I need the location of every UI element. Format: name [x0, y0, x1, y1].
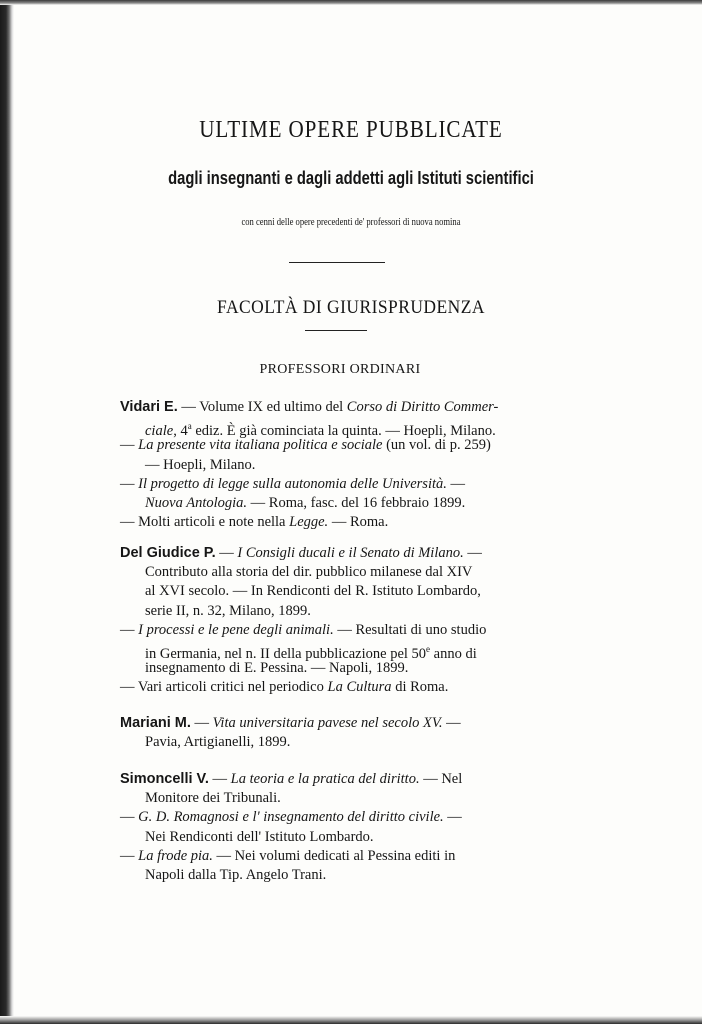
entry-line: al XVI secolo. — In Rendiconti del R. Istituto Lombardo,	[145, 583, 481, 600]
entry-line: Napoli dalla Tip. Angelo Trani.	[145, 866, 327, 883]
divider-rule	[289, 262, 385, 263]
entry-line: Nuova Antologia. — Roma, fasc. del 16 febbraio 1899.	[145, 494, 466, 511]
page-note: con cenni delle opere precedenti de' professori di nuova nomina	[241, 216, 461, 228]
entry-line: — Il progetto di legge sulla autonomia delle Università. —	[120, 475, 466, 492]
page-top-edge	[0, 0, 702, 5]
entry-line: — La frode pia. — Nei volumi dedicati al Pessina editi in	[120, 847, 456, 864]
entry-line: — I processi e le pene degli animali. — Resultati di uno studio	[120, 621, 487, 638]
entry-line: — Vari articoli critici nel periodico La Cultura di Roma.	[120, 679, 449, 696]
entry-line: Nei Rendiconti dell' Istituto Lombardo.	[145, 828, 374, 845]
entry-line: ciale, 4$^a$ ediz. È già cominciata la quinta. — Hoepli, Milano.	[145, 421, 496, 440]
divider-rule-small	[305, 330, 367, 331]
page-title: ULTIME OPERE PUBBLICATE	[199, 117, 503, 143]
entry-line: Monitore dei Tribunali.	[145, 790, 281, 807]
page-subtitle: dagli insegnanti e dagli addetti agli Istituti scientifici	[168, 168, 534, 188]
entry-line: — La presente vita italiana politica e sociale (un vol. di p. 259)	[120, 437, 491, 454]
entry-line: in Germania, nel n. II della pubblicazione pel 50e anno di	[145, 643, 477, 662]
entry-line: Simoncelli V. — La teoria e la pratica del diritto. — Nel	[120, 771, 463, 787]
entry-line: Vidari E. — Volume IX ed ultimo del Corso di Diritto Commer-	[120, 399, 499, 415]
author-name: Del Giudice P.	[120, 545, 216, 561]
author-name: Mariani M.	[120, 715, 191, 731]
entry-vidari	[120, 398, 556, 532]
entry-line: Mariani M. — Vita universitaria pavese nel secolo XV. —	[120, 715, 461, 731]
entry-line: insegnamento di E. Pessina. — Napoli, 1899.	[145, 660, 409, 677]
page-bottom-edge	[0, 1016, 702, 1024]
entry-line: — Molti articoli e note nella Legge. — Roma.	[120, 514, 389, 531]
entry-mariani	[120, 714, 556, 752]
entry-line: — G. D. Romagnosi e l' insegnamento del diritto civile. —	[120, 809, 462, 826]
entry-del-giudice	[120, 544, 556, 698]
entry-line: Contributo alla storia del dir. pubblico milanese dal XIV	[145, 564, 473, 581]
page-binding-edge	[0, 0, 14, 1024]
faculty-heading: FACOLTÀ DI GIURISPRUDENZA	[217, 297, 485, 318]
entry-line: — Hoepli, Milano.	[145, 456, 256, 473]
entry-simoncelli	[120, 770, 556, 885]
author-name: Simoncelli V.	[120, 771, 209, 787]
entry-line: Pavia, Artigianelli, 1899.	[145, 734, 291, 751]
author-name: Vidari E.	[120, 399, 178, 415]
section-heading: PROFESSORI ORDINARI	[259, 362, 421, 377]
entry-line: serie II, n. 32, Milano, 1899.	[145, 602, 311, 619]
entry-line: Del Giudice P. — I Consigli ducali e il Senato di Milano. —	[120, 545, 482, 561]
